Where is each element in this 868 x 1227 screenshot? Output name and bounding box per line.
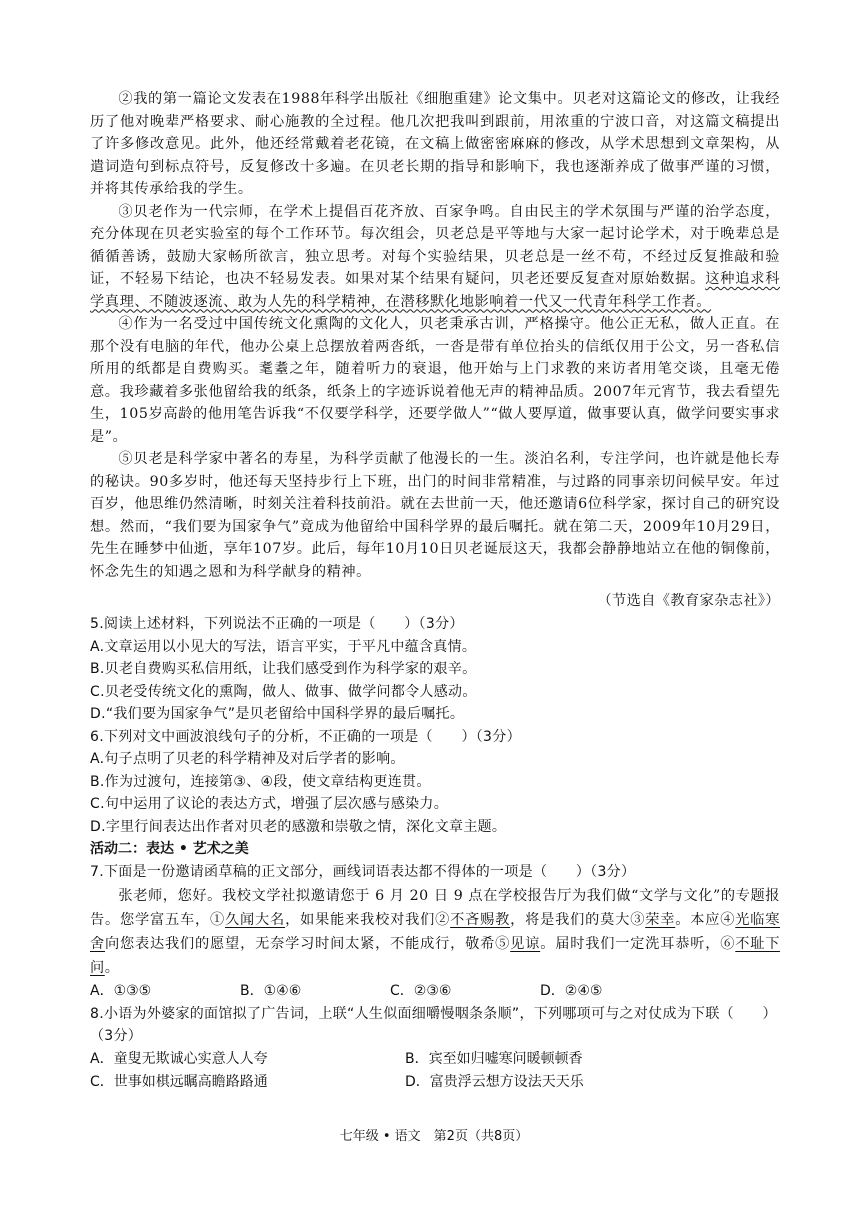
paragraph-5: ⑤贝老是科学家中著名的寿星，为科学贡献了他漫长的一生。淡泊名利，专注学问，也许就是他长寿的秘诀。90多岁时，他还每天坚持步行上下班，出门的时间非常精准，与过路的同事亲切问候早安。年过百岁，他思维仍然清晰，时刻关注着科技前沿。就在去世前一天，他还邀请6位科学家，探讨自己的研究设想。然而，“我们要为国家争气”竟成为他留给中国科学界的最后嘱托。就在第二天，2009年10月29日，先生在睡梦中仙逝，享年107岁。此后，每年10月10日贝老诞辰这天，我都会静静地站立在他的铜像前，怀念先生的知遇之恩和为科学献身的精神。	[90, 451, 780, 580]
activity-2-heading: 活动二：表达 • 艺术之美	[90, 841, 249, 857]
paragraph-3	[90, 201, 780, 314]
question-8-option-c: C．世事如棋远瞩高瞻路路通	[90, 1073, 268, 1090]
letter-text: 向您表达我们的愿望，无奈学习时间太紧，不能成行，敬希⑤	[105, 935, 511, 952]
question-6-option-c: C.句中运用了议论的表达方式，增强了层次感与感染力。	[90, 796, 449, 812]
letter-text: 。	[104, 959, 120, 976]
letter-text: ，如果能来我校对我们②	[285, 911, 451, 928]
source-citation: （节选自《教育家杂志社》）	[597, 593, 780, 609]
letter-text: ，将是我们的莫大③	[510, 911, 646, 928]
question-7-option-d: D．②④⑤	[540, 982, 603, 999]
paragraph-4: ④作为一名受过中国传统文化熏陶的文化人，贝老秉承古训，严格操守。他公正无私，做人正直。在那个没有电脑的年代，他办公桌上总摆放着两沓纸，一沓是带有单位抬头的信纸仅用于公文，另一沓私信所用的纸都是自费购买。耄耋之年，随着听力的衰退，他开始与上门求教的来访者用笔交谈，且毫无倦意。我珍藏着多张他留给我的纸条，纸条上的字迹诉说着他无声的精神品质。2007年元宵节，我去看望先生，105岁高龄的他用笔告诉我“不仅要学科学，还要学做人”“做人要厚道，做事要认真，做学问要实事求是”。	[90, 316, 780, 445]
letter-text: 。本应④	[675, 911, 736, 928]
wavy-underlined-sentence: 这种追求科学真理、不随波逐流、敢为人先的科学精神，在潜移默化地影响着一代又一代青年科学工作者。	[90, 271, 780, 310]
question-6-stem: 6.下列对文中画波浪线句子的分析，不正确的一项是（ ）（3分）	[90, 728, 521, 745]
question-7-option-b: B．①④⑥	[240, 982, 302, 999]
question-8-stem: 8.小语为外婆家的面馆拟了广告词，上联“人生似面细嚼慢咽条条顺”，下列哪项可与之对仗成为下联（ ）（3分）	[90, 1005, 777, 1044]
question-6-option-a: A.句子点明了贝老的科学精神及对后学者的影响。	[90, 751, 405, 767]
question-5-option-a: A.文章运用以小见大的写法，语言平实，于平凡中蕴含真情。	[90, 638, 477, 655]
question-7-option-a: A．①③⑤	[90, 982, 152, 999]
question-8-option-d: D．富贵浮云想方设法天天乐	[405, 1073, 584, 1090]
underlined-term: 见谅	[510, 935, 541, 952]
question-5-stem: 5.阅读上述材料，下列说法不正确的一项是（ ）（3分）	[90, 616, 464, 632]
underlined-term: 荣幸	[645, 911, 676, 928]
question-7-stem: 7.下面是一份邀请函草稿的正文部分，画线词语表达都不得体的一项是（ ）（3分）	[90, 864, 636, 880]
paragraph-3-text: ③贝老作为一代宗师，在学术上提倡百花齐放、百家争鸣。自由民主的学术氛围与严谨的治学态度，充分体现在贝老实验室的每个工作环节。每次组会，贝老总是平等地与大家一起讨论学术，对于晚辈总是循循善诱，鼓励大家畅所欲言，独立思考。对每个实验结果，贝老总是一丝不苟，不经过反复推敲和验证，不轻易下结论，也决不轻易发表。如果对某个结果有疑问，贝老还要反复查对原始数据。	[90, 203, 780, 287]
question-6-option-b: B.作为过渡句，连接第③、④段，使文章结构更连贯。	[90, 773, 431, 790]
question-8-option-a: A．童叟无欺诚心实意人人夸	[90, 1050, 268, 1067]
letter-text: 张老师，您好。我校文学社拟邀请您于 6 月 20 日 9 点在学校报告厅为我们做“文学与文化”的专题报告。您学富五车，①	[90, 887, 780, 928]
invitation-letter	[90, 884, 780, 980]
underlined-term: 不吝赐教	[450, 911, 511, 928]
question-5-option-c: C.贝老受传统文化的熏陶，做人、做事、做学问都令人感动。	[90, 683, 477, 700]
question-8-options-row-1	[90, 1048, 780, 1071]
question-7-options	[90, 980, 780, 1003]
underlined-term: 光临寒舍	[90, 911, 780, 952]
paragraph-2: ②我的第一篇论文发表在1988年科学出版社《细胞重建》论文集中。贝老对这篇论文的修改，让我经历了他对晚辈严格要求、耐心施教的全过程。他几次把我叫到跟前，用浓重的宁波口音，对这篇文稿提出了许多修改意见。此外，他还经常戴着老花镜，在文稿上做密密麻麻的修改，从学术思想到文章架构，从遣词造句到标点符号，反复修改十多遍。在贝老长期的指导和影响下，我也逐渐养成了做事严谨的习惯，并将其传承给我的学生。	[90, 91, 780, 197]
underlined-term: 久闻大名	[225, 911, 286, 928]
exam-page	[90, 88, 780, 1094]
question-8-options-row-2	[90, 1071, 780, 1094]
question-6-option-d: D.字里行间表达出作者对贝老的感激和崇敬之情，深化文章主题。	[90, 818, 507, 835]
question-8-option-b: B．宾至如归嘘寒问暖顿顿香	[405, 1050, 583, 1067]
underlined-term: 不耻下问	[90, 935, 780, 976]
page-footer: 七年级 • 语文 第2页（共8页）	[339, 1129, 529, 1144]
question-5-option-b: B.贝老自费购买私信用纸，让我们感受到作为科学家的艰辛。	[90, 661, 477, 677]
question-5-option-d: D.“我们要为国家争气”是贝老留给中国科学界的最后嘱托。	[90, 706, 465, 722]
letter-text: 。届时我们一定洗耳恭听，⑥	[540, 935, 736, 952]
question-7-option-c: C．②③⑥	[390, 982, 452, 999]
